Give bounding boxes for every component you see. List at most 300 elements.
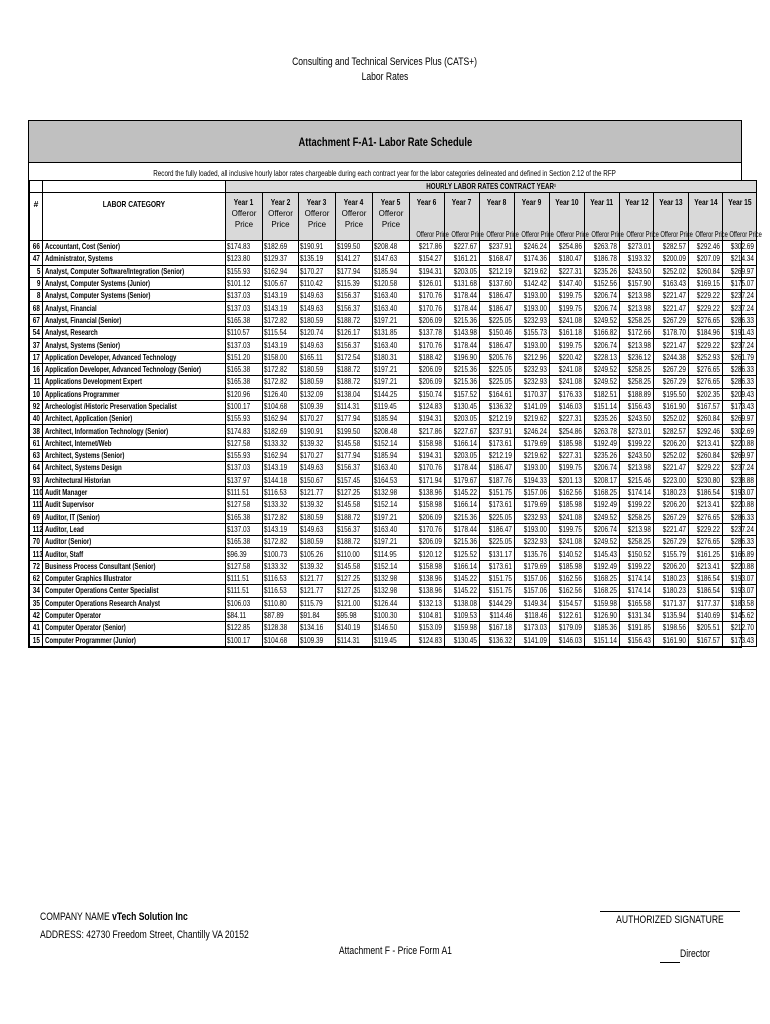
rate-cell: $163.40 bbox=[373, 523, 410, 535]
rate-cell: $286.33 bbox=[723, 511, 757, 523]
row-number: 54 bbox=[30, 327, 43, 339]
rate-cell: $186.78 bbox=[585, 253, 620, 265]
rate-cell: $203.05 bbox=[445, 413, 480, 425]
rate-cell: $217.86 bbox=[410, 241, 445, 253]
rate-cell: $145.22 bbox=[445, 585, 480, 597]
rate-cell: $252.02 bbox=[654, 413, 689, 425]
rate-cell: $123.80 bbox=[226, 253, 263, 265]
rate-cell: $120.58 bbox=[373, 277, 410, 289]
labor-category: Analyst, Computer Software/Integration (Senior) bbox=[43, 265, 226, 277]
labor-rate-rows bbox=[30, 241, 757, 647]
rate-cell: $200.09 bbox=[654, 253, 689, 265]
column-header-year-7: Year 7 Offeror Price bbox=[445, 193, 480, 241]
rate-cell: $229.22 bbox=[689, 523, 723, 535]
rate-cell: $132.98 bbox=[373, 573, 410, 585]
rate-cell: $165.58 bbox=[620, 597, 654, 609]
rate-cell: $199.50 bbox=[336, 425, 373, 437]
labor-category: Computer Operations Research Analyst bbox=[43, 597, 226, 609]
rate-cell: $145.43 bbox=[585, 548, 620, 560]
rate-cell: $134.16 bbox=[299, 622, 336, 634]
rate-cell: $208.48 bbox=[373, 241, 410, 253]
rate-cell: $188.72 bbox=[336, 536, 373, 548]
rate-cell: $267.29 bbox=[654, 376, 689, 388]
labor-category: Auditor, Lead bbox=[43, 523, 226, 535]
rate-cell: $172.82 bbox=[263, 511, 299, 523]
rate-cell: $195.50 bbox=[654, 388, 689, 400]
rate-cell: $180.59 bbox=[299, 511, 336, 523]
column-header-year-4: Year 4 Offeror Price bbox=[336, 193, 373, 241]
rate-cell: $155.73 bbox=[515, 327, 550, 339]
rate-cell: $166.82 bbox=[585, 327, 620, 339]
column-header-year-1: Year 1 Offeror Price bbox=[226, 193, 263, 241]
rate-cell: $260.84 bbox=[689, 413, 723, 425]
rate-cell: $124.83 bbox=[410, 400, 445, 412]
rate-cell: $229.22 bbox=[689, 290, 723, 302]
rate-cell: $182.69 bbox=[263, 425, 299, 437]
rate-cell: $109.39 bbox=[299, 634, 336, 646]
rate-cell: $292.46 bbox=[689, 241, 723, 253]
rate-cell: $206.20 bbox=[654, 560, 689, 572]
rate-cell: $223.00 bbox=[654, 474, 689, 486]
rate-cell: $151.14 bbox=[585, 634, 620, 646]
rate-cell: $197.21 bbox=[373, 314, 410, 326]
rate-cell: $273.01 bbox=[620, 241, 654, 253]
rate-cell: $172.82 bbox=[263, 314, 299, 326]
rate-cell: $193.07 bbox=[723, 486, 757, 498]
table-row bbox=[30, 388, 757, 400]
labor-category: Application Developer, Advanced Technology bbox=[43, 351, 226, 363]
rate-cell: $163.40 bbox=[373, 302, 410, 314]
footer-form-label: Attachment F - Price Form A1 bbox=[338, 945, 452, 957]
rate-cell: $137.03 bbox=[226, 339, 263, 351]
rate-cell: $143.19 bbox=[263, 339, 299, 351]
table-row bbox=[30, 351, 757, 363]
rate-cell: $158.00 bbox=[263, 351, 299, 363]
rate-cell: $161.90 bbox=[654, 634, 689, 646]
rate-cell: $116.53 bbox=[263, 573, 299, 585]
rate-cell: $132.98 bbox=[373, 585, 410, 597]
rate-cell: $147.40 bbox=[550, 277, 585, 289]
rate-cell: $225.05 bbox=[480, 376, 515, 388]
rate-cell: $126.17 bbox=[336, 327, 373, 339]
rate-cell: $237.24 bbox=[723, 302, 757, 314]
rate-cell: $167.57 bbox=[689, 634, 723, 646]
rate-cell: $243.50 bbox=[620, 450, 654, 462]
rate-cell: $206.09 bbox=[410, 511, 445, 523]
company-name-label: COMPANY NAME bbox=[40, 911, 113, 923]
rate-cell: $161.90 bbox=[654, 400, 689, 412]
document-company-header: Consulting and Technical Services Plus (CATS+) bbox=[292, 56, 478, 68]
table-row bbox=[30, 634, 757, 646]
rate-cell: $232.93 bbox=[515, 376, 550, 388]
rate-cell: $273.01 bbox=[620, 425, 654, 437]
rate-cell: $136.32 bbox=[480, 634, 515, 646]
authorized-signature: AUTHORIZED SIGNATURE bbox=[600, 911, 740, 926]
row-number: 61 bbox=[30, 437, 43, 449]
rate-cell: $162.94 bbox=[263, 450, 299, 462]
rate-cell: $161.21 bbox=[445, 253, 480, 265]
rate-cell: $180.23 bbox=[654, 486, 689, 498]
table-row bbox=[30, 437, 757, 449]
table-row bbox=[30, 339, 757, 351]
rate-cell: $192.49 bbox=[585, 437, 620, 449]
rate-cell: $165.38 bbox=[226, 376, 263, 388]
rate-cell: $159.98 bbox=[445, 622, 480, 634]
rate-cell: $193.07 bbox=[723, 585, 757, 597]
row-number: 92 bbox=[30, 400, 43, 412]
rate-cell: $225.05 bbox=[480, 511, 515, 523]
rate-cell: $237.91 bbox=[480, 241, 515, 253]
rate-cell: $227.31 bbox=[550, 265, 585, 277]
column-category-header: LABOR CATEGORY bbox=[43, 193, 226, 241]
table-row bbox=[30, 327, 757, 339]
rate-cell: $152.14 bbox=[373, 560, 410, 572]
rate-cell: $145.22 bbox=[445, 573, 480, 585]
column-header-year-9: Year 9 Offeror Price bbox=[515, 193, 550, 241]
rate-cell: $152.56 bbox=[585, 277, 620, 289]
row-number: 10 bbox=[30, 388, 43, 400]
row-number: 66 bbox=[30, 241, 43, 253]
rate-cell: $165.38 bbox=[226, 363, 263, 375]
rate-cell: $286.33 bbox=[723, 363, 757, 375]
rate-cell: $212.19 bbox=[480, 413, 515, 425]
rate-cell: $188.72 bbox=[336, 314, 373, 326]
rate-cell: $261.79 bbox=[723, 351, 757, 363]
rate-cell: $263.78 bbox=[585, 425, 620, 437]
rate-cell: $237.24 bbox=[723, 523, 757, 535]
rate-cell: $206.09 bbox=[410, 314, 445, 326]
rate-cell: $282.57 bbox=[654, 425, 689, 437]
sheet-instructions: Record the fully loaded, all inclusive hourly labor rates chargeable during each contract year for the labor categories delineated and defined in Section 2.12 of the RFP bbox=[153, 168, 617, 178]
rate-cell: $206.74 bbox=[585, 523, 620, 535]
rate-cell: $170.76 bbox=[410, 462, 445, 474]
rate-cell: $178.44 bbox=[445, 462, 480, 474]
rate-cell: $249.52 bbox=[585, 536, 620, 548]
rate-cell: $130.45 bbox=[445, 634, 480, 646]
rate-cell: $188.72 bbox=[336, 363, 373, 375]
rate-cell: $118.46 bbox=[515, 609, 550, 621]
row-number: 40 bbox=[30, 413, 43, 425]
rate-cell: $170.27 bbox=[299, 450, 336, 462]
rate-cell: $147.63 bbox=[373, 253, 410, 265]
rate-cell: $116.53 bbox=[263, 486, 299, 498]
rate-cell: $166.89 bbox=[723, 548, 757, 560]
rate-cell: $170.37 bbox=[515, 388, 550, 400]
rate-cell: $171.37 bbox=[654, 597, 689, 609]
table-row bbox=[30, 499, 757, 511]
rate-cell: $178.44 bbox=[445, 339, 480, 351]
rate-cell: $193.00 bbox=[515, 290, 550, 302]
rate-cell: $292.46 bbox=[689, 425, 723, 437]
rate-cell: $252.02 bbox=[654, 450, 689, 462]
rate-cell: $174.83 bbox=[226, 425, 263, 437]
rate-cell: $154.57 bbox=[550, 597, 585, 609]
rate-cell: $158.98 bbox=[410, 437, 445, 449]
rate-cell: $127.58 bbox=[226, 499, 263, 511]
rate-cell: $139.32 bbox=[299, 560, 336, 572]
table-row bbox=[30, 548, 757, 560]
rate-cell: $169.15 bbox=[689, 277, 723, 289]
rate-cell: $140.19 bbox=[336, 622, 373, 634]
labor-category: Architectural Historian bbox=[43, 474, 226, 486]
rate-cell: $105.26 bbox=[299, 548, 336, 560]
row-number: 8 bbox=[30, 290, 43, 302]
rate-cell: $221.47 bbox=[654, 462, 689, 474]
rate-cell: $137.03 bbox=[226, 462, 263, 474]
rate-cell: $276.65 bbox=[689, 363, 723, 375]
rate-cell: $152.14 bbox=[373, 437, 410, 449]
rate-cell: $185.36 bbox=[585, 622, 620, 634]
rate-cell: $241.08 bbox=[550, 536, 585, 548]
labor-category: Architect, Systems (Senior) bbox=[43, 450, 226, 462]
labor-category: Computer Programmer (Junior) bbox=[43, 634, 226, 646]
rate-cell: $173.43 bbox=[723, 400, 757, 412]
rate-cell: $106.03 bbox=[226, 597, 263, 609]
rate-cell: $227.67 bbox=[445, 241, 480, 253]
rate-cell: $149.63 bbox=[299, 290, 336, 302]
rate-cell: $155.93 bbox=[226, 450, 263, 462]
rate-cell: $185.98 bbox=[550, 437, 585, 449]
rate-cell: $151.75 bbox=[480, 486, 515, 498]
table-row bbox=[30, 573, 757, 585]
rate-cell: $145.58 bbox=[336, 499, 373, 511]
rate-cell: $221.47 bbox=[654, 290, 689, 302]
row-number: 110 bbox=[30, 486, 43, 498]
rate-cell: $126.40 bbox=[263, 388, 299, 400]
rate-cell: $180.59 bbox=[299, 376, 336, 388]
rate-cell: $172.82 bbox=[263, 363, 299, 375]
rate-cell: $171.94 bbox=[410, 474, 445, 486]
rate-cell: $243.50 bbox=[620, 265, 654, 277]
labor-category: Analyst, Computer Systems (Junior) bbox=[43, 277, 226, 289]
rate-cell: $221.47 bbox=[654, 302, 689, 314]
rate-cell: $163.40 bbox=[373, 290, 410, 302]
rate-cell: $157.52 bbox=[445, 388, 480, 400]
rate-cell: $252.93 bbox=[689, 351, 723, 363]
row-number: 63 bbox=[30, 450, 43, 462]
rate-cell: $137.78 bbox=[410, 327, 445, 339]
table-row bbox=[30, 585, 757, 597]
rate-cell: $177.94 bbox=[336, 413, 373, 425]
rate-cell: $146.03 bbox=[550, 634, 585, 646]
rate-cell: $143.19 bbox=[263, 523, 299, 535]
rate-cell: $127.58 bbox=[226, 437, 263, 449]
row-number: 67 bbox=[30, 314, 43, 326]
rate-cell: $214.34 bbox=[723, 253, 757, 265]
rate-cell: $260.84 bbox=[689, 265, 723, 277]
rate-cell: $104.68 bbox=[263, 400, 299, 412]
rate-cell: $191.43 bbox=[723, 327, 757, 339]
rate-cell: $91.84 bbox=[299, 609, 336, 621]
rate-cell: $140.52 bbox=[550, 548, 585, 560]
rate-cell: $237.24 bbox=[723, 339, 757, 351]
rate-cell: $180.59 bbox=[299, 363, 336, 375]
column-header-year-3: Year 3 Offeror Price bbox=[299, 193, 336, 241]
row-number: 37 bbox=[30, 339, 43, 351]
labor-category: Administrator, Systems bbox=[43, 253, 226, 265]
rate-cell: $159.98 bbox=[585, 597, 620, 609]
rate-cell: $156.37 bbox=[336, 302, 373, 314]
rate-cell: $100.73 bbox=[263, 548, 299, 560]
rate-cell: $209.43 bbox=[723, 388, 757, 400]
rate-cell: $115.54 bbox=[263, 327, 299, 339]
rate-cell: $120.74 bbox=[299, 327, 336, 339]
rate-cell: $174.14 bbox=[620, 573, 654, 585]
hourly-band-row bbox=[30, 181, 757, 193]
rate-cell: $252.02 bbox=[654, 265, 689, 277]
rate-cell: $142.42 bbox=[515, 277, 550, 289]
rate-cell: $132.98 bbox=[373, 486, 410, 498]
rate-cell: $126.44 bbox=[373, 597, 410, 609]
rate-cell: $180.23 bbox=[654, 585, 689, 597]
rate-cell: $122.85 bbox=[226, 622, 263, 634]
labor-category: Applications Programmer bbox=[43, 388, 226, 400]
rate-cell: $136.32 bbox=[480, 400, 515, 412]
rate-cell: $227.67 bbox=[445, 425, 480, 437]
rate-cell: $206.20 bbox=[654, 437, 689, 449]
rate-cell: $162.94 bbox=[263, 413, 299, 425]
rate-cell: $151.75 bbox=[480, 573, 515, 585]
rate-cell: $260.84 bbox=[689, 450, 723, 462]
rate-cell: $145.22 bbox=[445, 486, 480, 498]
row-number: 111 bbox=[30, 499, 43, 511]
rate-cell: $213.41 bbox=[689, 437, 723, 449]
rate-cell: $167.57 bbox=[689, 400, 723, 412]
rate-cell: $119.45 bbox=[373, 400, 410, 412]
rate-cell: $184.96 bbox=[689, 327, 723, 339]
rate-cell: $109.39 bbox=[299, 400, 336, 412]
rate-cell: $227.31 bbox=[550, 450, 585, 462]
rate-cell: $188.42 bbox=[410, 351, 445, 363]
rate-cell: $225.05 bbox=[480, 314, 515, 326]
rate-cell: $197.21 bbox=[373, 376, 410, 388]
rate-cell: $174.14 bbox=[620, 486, 654, 498]
rate-cell: $145.58 bbox=[336, 437, 373, 449]
rate-cell: $197.21 bbox=[373, 511, 410, 523]
rate-cell: $156.37 bbox=[336, 523, 373, 535]
row-number: 62 bbox=[30, 573, 43, 585]
rate-cell: $206.20 bbox=[654, 499, 689, 511]
rate-cell: $156.37 bbox=[336, 290, 373, 302]
rate-cell: $133.32 bbox=[263, 560, 299, 572]
rate-cell: $100.17 bbox=[226, 400, 263, 412]
rate-cell: $115.39 bbox=[336, 277, 373, 289]
rate-cell: $128.38 bbox=[263, 622, 299, 634]
rate-cell: $229.22 bbox=[689, 302, 723, 314]
rate-cell: $207.09 bbox=[689, 253, 723, 265]
rate-cell: $149.34 bbox=[515, 597, 550, 609]
rate-cell: $212.19 bbox=[480, 450, 515, 462]
rate-cell: $166.14 bbox=[445, 437, 480, 449]
rate-cell: $221.47 bbox=[654, 523, 689, 535]
rate-cell: $188.72 bbox=[336, 376, 373, 388]
rate-cell: $187.76 bbox=[480, 474, 515, 486]
rate-cell: $215.36 bbox=[445, 314, 480, 326]
rate-cell: $114.95 bbox=[373, 548, 410, 560]
rate-cell: $185.94 bbox=[373, 413, 410, 425]
rate-cell: $258.25 bbox=[620, 536, 654, 548]
rate-cell: $161.18 bbox=[550, 327, 585, 339]
rate-cell: $174.83 bbox=[226, 241, 263, 253]
rate-cell: $105.67 bbox=[263, 277, 299, 289]
rate-cell: $164.53 bbox=[373, 474, 410, 486]
row-number: 64 bbox=[30, 462, 43, 474]
rate-cell: $138.96 bbox=[410, 585, 445, 597]
rate-cell: $185.94 bbox=[373, 450, 410, 462]
rate-cell: $254.86 bbox=[550, 241, 585, 253]
row-number: 113 bbox=[30, 548, 43, 560]
rate-cell: $246.24 bbox=[515, 241, 550, 253]
row-number: 72 bbox=[30, 560, 43, 572]
rate-cell: $243.50 bbox=[620, 413, 654, 425]
rate-cell: $143.19 bbox=[263, 462, 299, 474]
column-header-year-8: Year 8 Offeror Price bbox=[480, 193, 515, 241]
rate-cell: $132.09 bbox=[299, 388, 336, 400]
rate-cell: $229.22 bbox=[689, 462, 723, 474]
table-row bbox=[30, 425, 757, 437]
rate-cell: $267.29 bbox=[654, 511, 689, 523]
labor-category: Auditor, IT (Senior) bbox=[43, 511, 226, 523]
rate-cell: $143.19 bbox=[263, 290, 299, 302]
rate-cell: $156.37 bbox=[336, 462, 373, 474]
labor-category: Accountant, Cost (Senior) bbox=[43, 241, 226, 253]
rate-cell: $199.75 bbox=[550, 523, 585, 535]
rate-cell: $165.38 bbox=[226, 314, 263, 326]
rate-cell: $172.82 bbox=[263, 376, 299, 388]
labor-category: Analyst, Financial (Senior) bbox=[43, 314, 226, 326]
rate-cell: $110.00 bbox=[336, 548, 373, 560]
rate-cell: $162.94 bbox=[263, 265, 299, 277]
column-header-year-11: Year 11 Offeror Price bbox=[585, 193, 620, 241]
rate-cell: $190.91 bbox=[299, 425, 336, 437]
rate-cell: $241.08 bbox=[550, 511, 585, 523]
rate-cell: $241.08 bbox=[550, 376, 585, 388]
rate-cell: $143.98 bbox=[445, 327, 480, 339]
rate-cell: $170.76 bbox=[410, 290, 445, 302]
rate-cell: $199.22 bbox=[620, 499, 654, 511]
table-row bbox=[30, 277, 757, 289]
rate-cell: $191.85 bbox=[620, 622, 654, 634]
rate-cell: $152.14 bbox=[373, 499, 410, 511]
rate-cell: $162.56 bbox=[550, 573, 585, 585]
rate-cell: $111.51 bbox=[226, 573, 263, 585]
rate-cell: $249.52 bbox=[585, 363, 620, 375]
table-row bbox=[30, 622, 757, 634]
rate-cell: $141.09 bbox=[515, 634, 550, 646]
rate-cell: $177.94 bbox=[336, 265, 373, 277]
rate-cell: $198.56 bbox=[654, 622, 689, 634]
rate-cell: $220.88 bbox=[723, 499, 757, 511]
labor-category: Auditor, Staff bbox=[43, 548, 226, 560]
rate-cell: $158.98 bbox=[410, 499, 445, 511]
rate-cell: $196.90 bbox=[445, 351, 480, 363]
rate-cell: $138.96 bbox=[410, 573, 445, 585]
rate-cell: $225.05 bbox=[480, 363, 515, 375]
rate-cell: $111.51 bbox=[226, 486, 263, 498]
rate-cell: $235.26 bbox=[585, 450, 620, 462]
column-header-year-12: Year 12 Offeror Price bbox=[620, 193, 654, 241]
rate-cell: $126.90 bbox=[585, 609, 620, 621]
rate-cell: $173.43 bbox=[723, 634, 757, 646]
rate-cell: $180.23 bbox=[654, 573, 689, 585]
rate-cell: $139.32 bbox=[299, 437, 336, 449]
rate-cell: $267.29 bbox=[654, 536, 689, 548]
rate-cell: $208.48 bbox=[373, 425, 410, 437]
rate-cell: $130.45 bbox=[445, 400, 480, 412]
table-row bbox=[30, 609, 757, 621]
rate-cell: $258.25 bbox=[620, 376, 654, 388]
column-header-year-14: Year 14 Offeror Price bbox=[689, 193, 723, 241]
